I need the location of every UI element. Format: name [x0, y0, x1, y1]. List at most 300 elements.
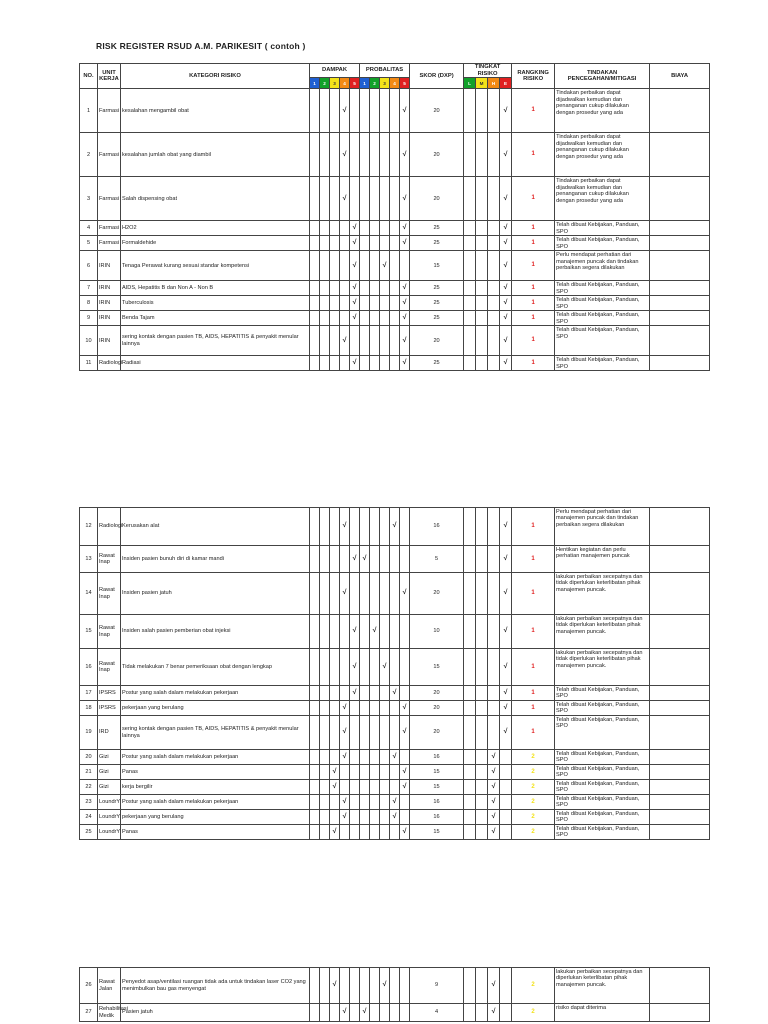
- dampak-cell-2: [320, 1004, 330, 1022]
- kategori-risiko: Insiden salah pasien pemberian obat injeksi: [121, 615, 310, 649]
- tingkat-cell-1: [464, 716, 476, 750]
- rangking-risiko: 1: [512, 716, 555, 750]
- risk-row: [80, 615, 710, 649]
- probalitas-cell-3: [380, 133, 390, 177]
- unit-kerja: Gizi: [98, 750, 121, 765]
- skor: 16: [410, 810, 464, 825]
- biaya: [650, 508, 710, 546]
- dampak-cell-1: [310, 1004, 320, 1022]
- dampak-cell-4: [340, 825, 350, 840]
- probalitas-cell-1: [360, 780, 370, 795]
- probalitas-cell-3: [380, 281, 390, 296]
- probalitas-cell-4: [390, 1004, 400, 1022]
- tindakan-mitigasi: Tindakan perbaikan dapat dijadwalkan kemudian dan penanganan cukup dilakukan dengan prosedur yang ada: [555, 89, 650, 133]
- tingkat-cell-2: [476, 508, 488, 546]
- probalitas-cell-5: [400, 649, 410, 686]
- probalitas-cell-5: √: [400, 311, 410, 326]
- kategori-risiko: Postur yang salah dalam melakukan pekerjaan: [121, 750, 310, 765]
- dampak-cell-4: √: [340, 326, 350, 356]
- tingkat-cell-3: [488, 296, 500, 311]
- dampak-cell-5: [350, 701, 360, 716]
- probalitas-cell-2: [370, 281, 380, 296]
- tingkat-cell-3: √: [488, 1004, 500, 1022]
- tingkat-cell-2: [476, 177, 488, 221]
- tingkat-cell-4: √: [500, 701, 512, 716]
- dampak-cell-4: √: [340, 573, 350, 615]
- tingkat-cell-4: √: [500, 177, 512, 221]
- tingkat-cell-4: √: [500, 133, 512, 177]
- kategori-risiko: Kerusakan alat: [121, 508, 310, 546]
- risk-row: [80, 573, 710, 615]
- tingkat-cell-4: √: [500, 311, 512, 326]
- unit-kerja: Farmasi: [98, 221, 121, 236]
- biaya: [650, 573, 710, 615]
- skor: 20: [410, 716, 464, 750]
- probalitas-cell-5: √: [400, 765, 410, 780]
- tingkat-cell-3: [488, 251, 500, 281]
- probalitas-cell-3: √: [380, 968, 390, 1004]
- tingkat-cell-2: [476, 686, 488, 701]
- dampak-cell-1: [310, 133, 320, 177]
- probalitas-cell-3: [380, 311, 390, 326]
- tindakan-mitigasi: Tindakan perbaikan dapat dijadwalkan kemudian dan penanganan cukup dilakukan dengan prosedur yang ada: [555, 133, 650, 177]
- tindakan-mitigasi: Telah dibuat Kebijakan, Panduan, SPO: [555, 780, 650, 795]
- dampak-cell-2: [320, 89, 330, 133]
- dampak-cell-2: [320, 649, 330, 686]
- risk-row: [80, 281, 710, 296]
- dampak-cell-1: [310, 296, 320, 311]
- probalitas-cell-3: [380, 573, 390, 615]
- probalitas-cell-5: √: [400, 133, 410, 177]
- probalitas-cell-1: [360, 281, 370, 296]
- probalitas-cell-3: [380, 795, 390, 810]
- probalitas-cell-4: [390, 236, 400, 251]
- probalitas-cell-2: [370, 765, 380, 780]
- tingkat-cell-1: [464, 236, 476, 251]
- probalitas-cell-4: [390, 296, 400, 311]
- unit-kerja: Gizi: [98, 780, 121, 795]
- tingkat-cell-2: [476, 716, 488, 750]
- dampak-cell-1: [310, 716, 320, 750]
- rangking-risiko: 1: [512, 326, 555, 356]
- skor: 20: [410, 133, 464, 177]
- tingkat-cell-4: √: [500, 508, 512, 546]
- tingkat-cell-2: [476, 701, 488, 716]
- rangking-risiko: 2: [512, 968, 555, 1004]
- dampak-cell-2: [320, 251, 330, 281]
- probalitas-cell-2: [370, 701, 380, 716]
- dampak-cell-3: [330, 311, 340, 326]
- tindakan-mitigasi: Telah dibuat Kebijakan, Panduan, SPO: [555, 326, 650, 356]
- kategori-risiko: Panas: [121, 765, 310, 780]
- probalitas-cell-4: [390, 221, 400, 236]
- dampak-cell-3: [330, 281, 340, 296]
- probalitas-cell-5: √: [400, 780, 410, 795]
- probalitas-cell-2: [370, 296, 380, 311]
- dampak-scale-2: 2: [320, 78, 330, 89]
- row-number: 7: [80, 281, 98, 296]
- dampak-cell-5: [350, 780, 360, 795]
- probalitas-cell-1: [360, 686, 370, 701]
- probalitas-cell-4: [390, 356, 400, 371]
- dampak-cell-4: [340, 356, 350, 371]
- probalitas-cell-5: [400, 810, 410, 825]
- tingkat-cell-4: √: [500, 716, 512, 750]
- skor: 20: [410, 686, 464, 701]
- tingkat-cell-2: [476, 311, 488, 326]
- kategori-risiko: Radiasi: [121, 356, 310, 371]
- dampak-cell-2: [320, 686, 330, 701]
- unit-kerja: IRIN: [98, 281, 121, 296]
- dampak-cell-1: [310, 221, 320, 236]
- dampak-cell-4: √: [340, 750, 350, 765]
- unit-kerja: Farmasi: [98, 177, 121, 221]
- probalitas-cell-2: [370, 326, 380, 356]
- probalitas-cell-2: [370, 236, 380, 251]
- probalitas-cell-4: [390, 251, 400, 281]
- rangking-risiko: 1: [512, 251, 555, 281]
- header-dampak: DAMPAK: [310, 64, 360, 78]
- tingkat-cell-4: √: [500, 573, 512, 615]
- probalitas-cell-2: [370, 89, 380, 133]
- skor: 5: [410, 546, 464, 573]
- tindakan-mitigasi: Telah dibuat Kebijakan, Panduan, SPO: [555, 356, 650, 371]
- probalitas-cell-5: [400, 795, 410, 810]
- probalitas-cell-2: [370, 573, 380, 615]
- risk-register-table-2: [79, 507, 710, 840]
- unit-kerja: Rawat Inap: [98, 573, 121, 615]
- tingkat-cell-1: [464, 1004, 476, 1022]
- unit-kerja: Rawat Inap: [98, 546, 121, 573]
- dampak-cell-3: [330, 615, 340, 649]
- risk-row: [80, 649, 710, 686]
- tingkat-cell-1: [464, 810, 476, 825]
- tingkat-cell-3: [488, 573, 500, 615]
- biaya: [650, 221, 710, 236]
- dampak-cell-3: [330, 795, 340, 810]
- skor: 20: [410, 701, 464, 716]
- tingkat-cell-1: [464, 296, 476, 311]
- dampak-cell-4: [340, 236, 350, 251]
- dampak-cell-2: [320, 750, 330, 765]
- tingkat-cell-1: [464, 780, 476, 795]
- probalitas-cell-5: √: [400, 825, 410, 840]
- probalitas-cell-3: √: [380, 649, 390, 686]
- dampak-cell-3: [330, 326, 340, 356]
- dampak-cell-2: [320, 573, 330, 615]
- probalitas-cell-1: [360, 326, 370, 356]
- kategori-risiko: kesalahan jumlah obat yang diambil: [121, 133, 310, 177]
- skor: 16: [410, 795, 464, 810]
- header-unit-kerja: UNIT KERJA: [98, 64, 121, 89]
- probalitas-cell-1: [360, 750, 370, 765]
- tingkat-cell-1: [464, 649, 476, 686]
- rangking-risiko: 2: [512, 780, 555, 795]
- risk-row: [80, 686, 710, 701]
- rangking-risiko: 1: [512, 573, 555, 615]
- probalitas-cell-2: [370, 649, 380, 686]
- skor: 15: [410, 780, 464, 795]
- skor: 20: [410, 177, 464, 221]
- biaya: [650, 251, 710, 281]
- tingkat-cell-4: √: [500, 686, 512, 701]
- tindakan-mitigasi: Telah dibuat Kebijakan, Panduan, SPO: [555, 296, 650, 311]
- dampak-cell-5: √: [350, 236, 360, 251]
- dampak-cell-5: √: [350, 281, 360, 296]
- rangking-risiko: 1: [512, 177, 555, 221]
- rangking-risiko: 1: [512, 311, 555, 326]
- probalitas-cell-4: √: [390, 795, 400, 810]
- row-number: 18: [80, 701, 98, 716]
- dampak-cell-2: [320, 780, 330, 795]
- tingkat-level-e: E: [500, 78, 512, 89]
- probalitas-cell-3: [380, 1004, 390, 1022]
- tingkat-cell-3: [488, 281, 500, 296]
- probalitas-cell-4: [390, 615, 400, 649]
- tingkat-cell-4: [500, 1004, 512, 1022]
- probalitas-cell-3: [380, 221, 390, 236]
- rangking-risiko: 1: [512, 89, 555, 133]
- dampak-cell-3: [330, 177, 340, 221]
- skor: 25: [410, 356, 464, 371]
- biaya: [650, 236, 710, 251]
- tingkat-cell-4: √: [500, 649, 512, 686]
- probalitas-cell-4: [390, 133, 400, 177]
- probalitas-cell-2: [370, 968, 380, 1004]
- probalitas-cell-5: √: [400, 573, 410, 615]
- probalitas-cell-5: √: [400, 221, 410, 236]
- probalitas-cell-3: [380, 296, 390, 311]
- biaya: [650, 795, 710, 810]
- rangking-risiko: 2: [512, 825, 555, 840]
- header-tingkat-risiko: TINGKAT RISIKO: [464, 64, 512, 78]
- dampak-cell-5: [350, 1004, 360, 1022]
- probalitas-cell-5: [400, 750, 410, 765]
- dampak-cell-1: [310, 573, 320, 615]
- tindakan-mitigasi: Telah dibuat Kebijakan, Panduan, SPO: [555, 281, 650, 296]
- probalitas-cell-5: √: [400, 296, 410, 311]
- dampak-cell-3: [330, 716, 340, 750]
- tindakan-mitigasi: lakukan perbaikan secepatnya dan diperlukan keterlibatan pihak manajemen puncak.: [555, 968, 650, 1004]
- risk-row: [80, 1004, 710, 1022]
- dampak-cell-5: [350, 133, 360, 177]
- risk-row: [80, 968, 710, 1004]
- tingkat-cell-3: √: [488, 810, 500, 825]
- rangking-risiko: 1: [512, 296, 555, 311]
- unit-kerja: Radiologi: [98, 508, 121, 546]
- probalitas-cell-5: √: [400, 701, 410, 716]
- dampak-scale-1: 1: [310, 78, 320, 89]
- dampak-cell-5: √: [350, 686, 360, 701]
- dampak-cell-2: [320, 810, 330, 825]
- tingkat-cell-1: [464, 311, 476, 326]
- unit-kerja: IRIN: [98, 296, 121, 311]
- row-number: 8: [80, 296, 98, 311]
- skor: 16: [410, 508, 464, 546]
- dampak-cell-4: √: [340, 795, 350, 810]
- row-number: 16: [80, 649, 98, 686]
- dampak-cell-3: [330, 236, 340, 251]
- header-rangking-risiko: RANGKING RISIKO: [512, 64, 555, 89]
- probalitas-cell-3: [380, 716, 390, 750]
- dampak-cell-1: [310, 251, 320, 281]
- probalitas-cell-3: [380, 686, 390, 701]
- probalitas-cell-2: [370, 311, 380, 326]
- tingkat-cell-1: [464, 508, 476, 546]
- probalitas-cell-1: [360, 133, 370, 177]
- tingkat-cell-1: [464, 765, 476, 780]
- dampak-cell-3: [330, 221, 340, 236]
- kategori-risiko: sering kontak dengan pasien TB, AIDS, HEPATITIS & penyakit menular lainnya: [121, 326, 310, 356]
- dampak-cell-3: √: [330, 968, 340, 1004]
- tindakan-mitigasi: lakukan perbaikan secepatnya dan tidak diperlukan keterlibatan pihak manajemen puncak.: [555, 573, 650, 615]
- biaya: [650, 825, 710, 840]
- dampak-cell-1: [310, 356, 320, 371]
- tingkat-cell-3: [488, 716, 500, 750]
- dampak-cell-2: [320, 281, 330, 296]
- dampak-cell-5: √: [350, 546, 360, 573]
- probalitas-cell-1: [360, 795, 370, 810]
- tingkat-cell-4: √: [500, 251, 512, 281]
- risk-row: [80, 780, 710, 795]
- rangking-risiko: 1: [512, 615, 555, 649]
- dampak-cell-3: √: [330, 825, 340, 840]
- risk-row: [80, 326, 710, 356]
- probalitas-cell-2: [370, 133, 380, 177]
- dampak-cell-3: √: [330, 765, 340, 780]
- probalitas-cell-4: [390, 281, 400, 296]
- tingkat-cell-2: [476, 615, 488, 649]
- probalitas-cell-1: [360, 236, 370, 251]
- unit-kerja: IPSRS: [98, 686, 121, 701]
- dampak-cell-5: √: [350, 615, 360, 649]
- tingkat-cell-1: [464, 89, 476, 133]
- skor: 4: [410, 1004, 464, 1022]
- probalitas-cell-4: [390, 825, 400, 840]
- probalitas-cell-5: √: [400, 236, 410, 251]
- dampak-cell-4: [340, 615, 350, 649]
- probalitas-cell-5: [400, 251, 410, 281]
- dampak-cell-4: √: [340, 133, 350, 177]
- kategori-risiko: Penyedot asap/ventilasi ruangan tidak ada untuk tindakan laser CO2 yang menimbulkan bau gas menyengat: [121, 968, 310, 1004]
- risk-row: [80, 311, 710, 326]
- dampak-cell-1: [310, 810, 320, 825]
- tindakan-mitigasi: lakukan perbaikan secepatnya dan tidak diperlukan keterlibatan pihak manajemen puncak.: [555, 615, 650, 649]
- tingkat-cell-3: √: [488, 750, 500, 765]
- dampak-cell-1: [310, 508, 320, 546]
- skor: 16: [410, 750, 464, 765]
- unit-kerja: Rawat Inap: [98, 615, 121, 649]
- probalitas-cell-4: [390, 765, 400, 780]
- tindakan-mitigasi: Telah dibuat Kebijakan, Panduan, SPO: [555, 750, 650, 765]
- tingkat-cell-2: [476, 546, 488, 573]
- risk-row: [80, 177, 710, 221]
- probalitas-cell-1: [360, 716, 370, 750]
- row-number: 1: [80, 89, 98, 133]
- tingkat-cell-4: [500, 968, 512, 1004]
- dampak-cell-4: √: [340, 89, 350, 133]
- rangking-risiko: 1: [512, 701, 555, 716]
- tingkat-cell-1: [464, 356, 476, 371]
- probalitas-cell-5: [400, 508, 410, 546]
- tingkat-cell-2: [476, 1004, 488, 1022]
- dampak-cell-2: [320, 968, 330, 1004]
- rangking-risiko: 1: [512, 221, 555, 236]
- probalitas-cell-4: √: [390, 750, 400, 765]
- dampak-cell-3: [330, 750, 340, 765]
- tingkat-cell-4: √: [500, 89, 512, 133]
- rangking-risiko: 1: [512, 649, 555, 686]
- tingkat-cell-2: [476, 810, 488, 825]
- risk-row: [80, 221, 710, 236]
- probalitas-cell-4: √: [390, 810, 400, 825]
- tingkat-cell-1: [464, 281, 476, 296]
- dampak-cell-2: [320, 133, 330, 177]
- dampak-cell-2: [320, 546, 330, 573]
- tingkat-cell-2: [476, 795, 488, 810]
- risk-register-table-1: [79, 63, 710, 371]
- biaya: [650, 649, 710, 686]
- probalitas-cell-3: [380, 701, 390, 716]
- probalitas-cell-4: [390, 701, 400, 716]
- skor: 20: [410, 89, 464, 133]
- tingkat-cell-3: √: [488, 780, 500, 795]
- probalitas-cell-5: √: [400, 716, 410, 750]
- tindakan-mitigasi: Perlu mendapat perhatian dari manajemen puncak dan tindakan perbaikan segera dilakukan: [555, 251, 650, 281]
- dampak-cell-5: [350, 810, 360, 825]
- dampak-cell-1: [310, 968, 320, 1004]
- dampak-cell-2: [320, 311, 330, 326]
- dampak-cell-5: [350, 508, 360, 546]
- tingkat-cell-3: [488, 686, 500, 701]
- tingkat-cell-1: [464, 795, 476, 810]
- kategori-risiko: Insiden pasien jatuh: [121, 573, 310, 615]
- kategori-risiko: Postur yang salah dalam melakukan pekerjaan: [121, 686, 310, 701]
- kategori-risiko: AIDS, Hepatitis B dan Non A - Non B: [121, 281, 310, 296]
- probalitas-cell-1: [360, 89, 370, 133]
- row-number: 25: [80, 825, 98, 840]
- risk-row: [80, 251, 710, 281]
- tingkat-cell-2: [476, 649, 488, 686]
- dampak-cell-5: [350, 716, 360, 750]
- tindakan-mitigasi: Telah dibuat Kebijakan, Panduan, SPO: [555, 825, 650, 840]
- biaya: [650, 716, 710, 750]
- tingkat-cell-1: [464, 546, 476, 573]
- tingkat-cell-4: [500, 780, 512, 795]
- probalitas-cell-4: √: [390, 508, 400, 546]
- kategori-risiko: Benda Tajam: [121, 311, 310, 326]
- dampak-cell-2: [320, 615, 330, 649]
- tingkat-cell-1: [464, 251, 476, 281]
- kategori-risiko: Pasien jatuh: [121, 1004, 310, 1022]
- risk-row: [80, 296, 710, 311]
- skor: 25: [410, 296, 464, 311]
- header-skor: SKOR (DXP): [410, 64, 464, 89]
- dampak-cell-4: [340, 686, 350, 701]
- skor: 9: [410, 968, 464, 1004]
- tingkat-level-m: M: [476, 78, 488, 89]
- tingkat-cell-1: [464, 825, 476, 840]
- probalitas-cell-2: [370, 508, 380, 546]
- risk-row: [80, 825, 710, 840]
- dampak-cell-4: √: [340, 177, 350, 221]
- probalitas-cell-5: √: [400, 356, 410, 371]
- probalitas-cell-3: [380, 236, 390, 251]
- probalitas-cell-5: [400, 615, 410, 649]
- dampak-cell-3: [330, 701, 340, 716]
- dampak-cell-5: [350, 326, 360, 356]
- skor: 15: [410, 251, 464, 281]
